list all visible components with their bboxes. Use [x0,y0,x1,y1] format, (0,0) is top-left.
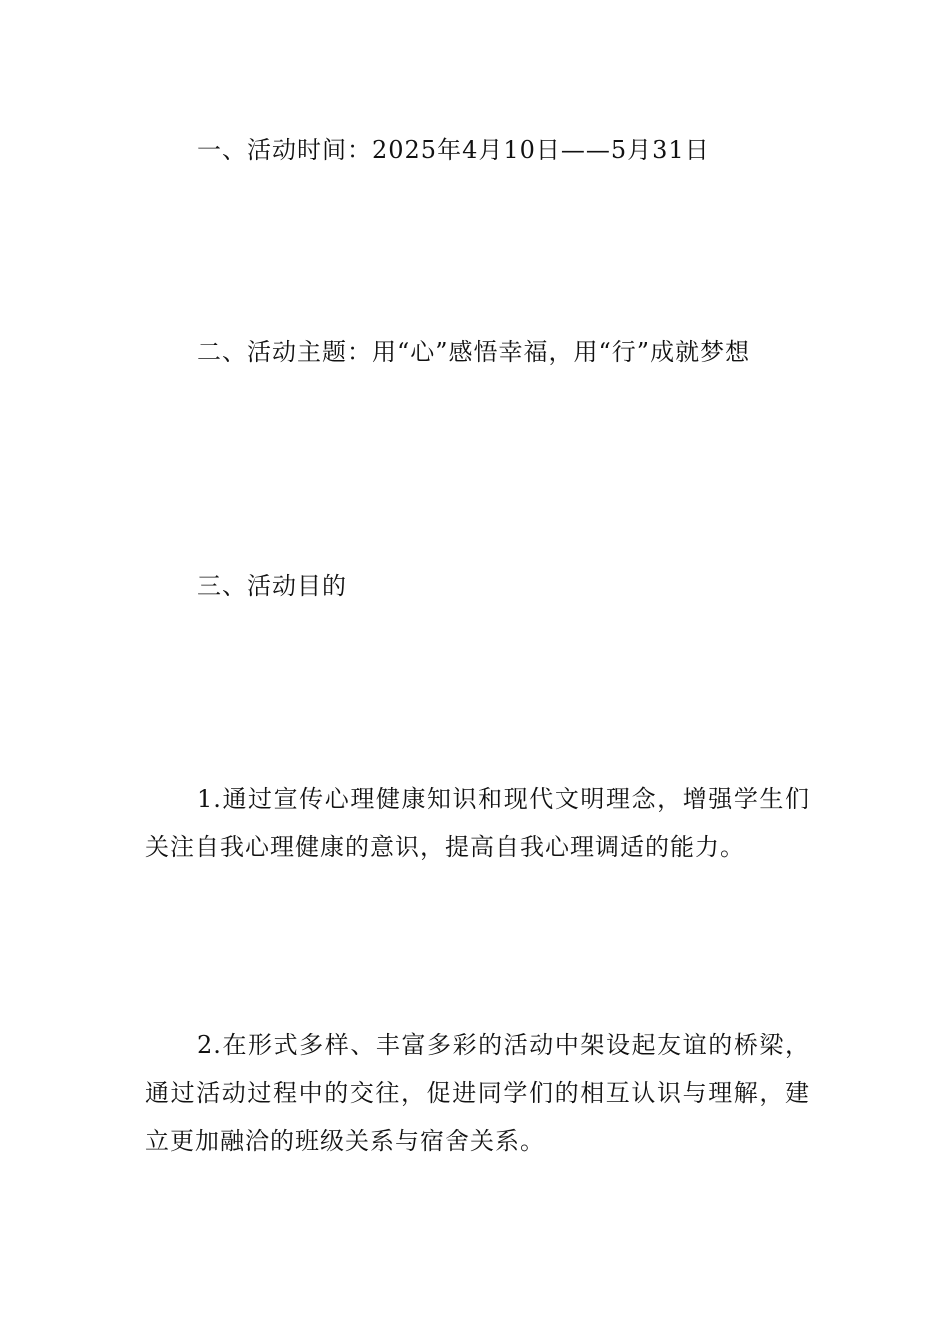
section-activity-theme: 二、活动主题：用“心”感悟幸福，用“行”成就梦想 [197,338,751,366]
section-activity-time: 一、活动时间：2025年4月10日——5月31日 [197,136,710,164]
purpose-item-1: 1.通过宣传心理健康知识和现代文明理念，增强学生们关注自我心理健康的意识，提高自我心理调适的能力。 [145,785,810,861]
section-activity-purpose-heading: 三、活动目的 [197,572,347,600]
purpose-item-2: 2.在形式多样、丰富多彩的活动中架设起友谊的桥梁，通过活动过程中的交往，促进同学们的相互认识与理解，建立更加融洽的班级关系与宿舍关系。 [145,1031,810,1155]
